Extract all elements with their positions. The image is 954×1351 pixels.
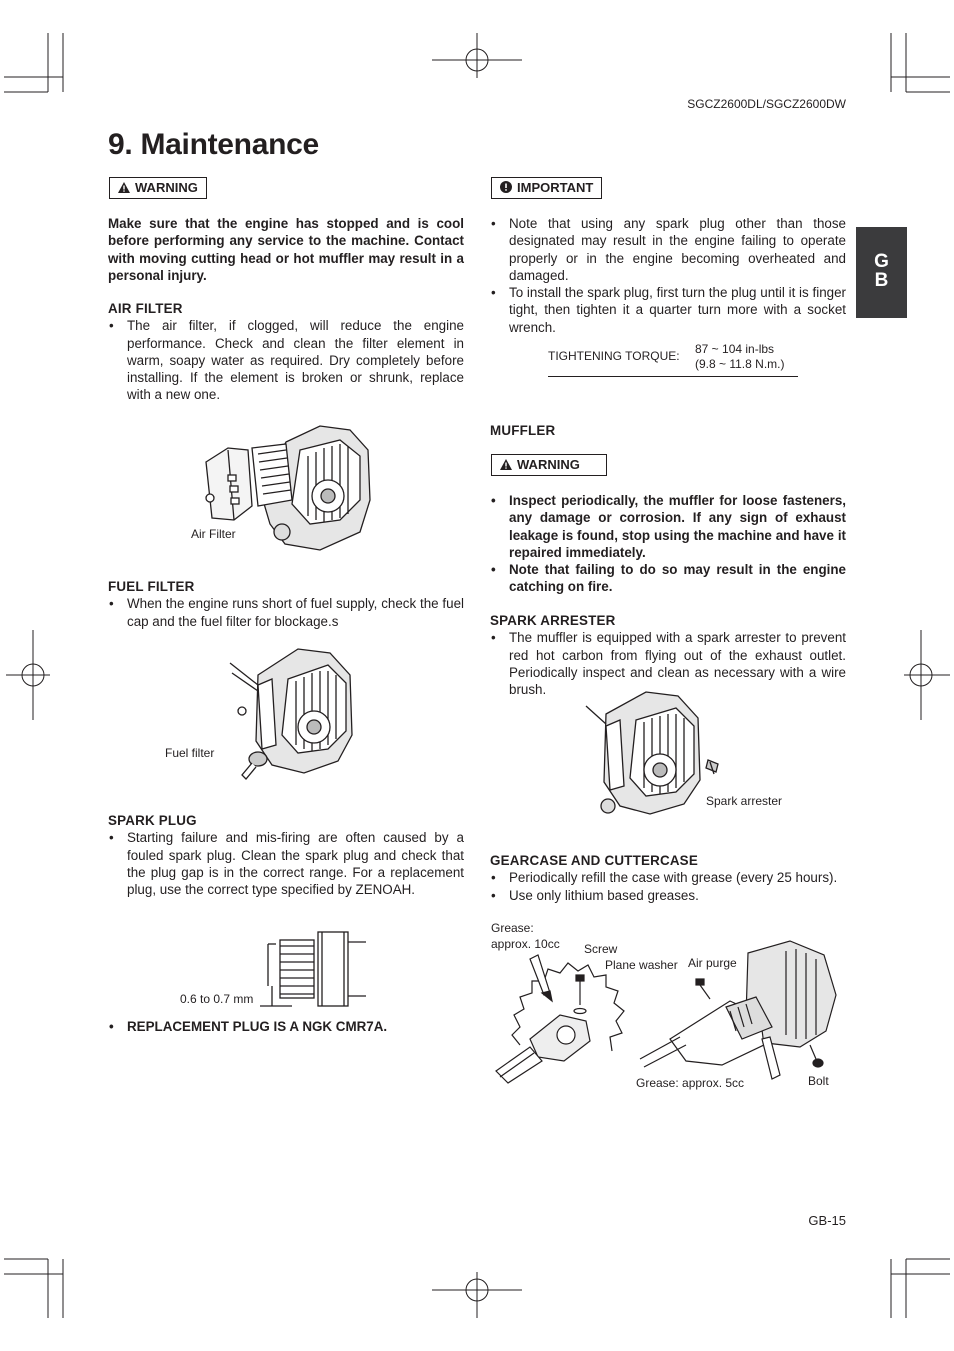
tab-letter-2: B <box>874 270 889 291</box>
spark-arrester-section <box>490 612 846 698</box>
spark-plug-heading: SPARK PLUG <box>108 813 197 828</box>
important-item: • To install the spark plug, first turn the plug until it is finger tight, then tighten it a quarter turn more with a socket wrench. <box>490 284 846 336</box>
fuel-filter-caption: Fuel filter <box>165 746 215 760</box>
torque-value-2: (9.8 ~ 11.8 N.m.) <box>695 357 785 371</box>
language-tab <box>856 227 907 318</box>
muffler-item: • Note that failing to do so may result in the engine catching on fire. <box>490 561 846 596</box>
spark-plug-illustration <box>262 926 372 1016</box>
air-purge-caption: Air purge <box>688 956 737 970</box>
air-filter-heading: AIR FILTER <box>108 301 183 316</box>
page-number: GB-15 <box>808 1213 846 1228</box>
screw-caption: Screw <box>584 942 618 956</box>
muffler-section <box>490 492 846 596</box>
muffler-warning-label: WARNING <box>517 457 580 472</box>
spark-arrester-heading: SPARK ARRESTER <box>490 613 616 628</box>
muffler-heading: MUFFLER <box>490 423 556 438</box>
gearcase-item: • Periodically refill the case with grease (every 25 hours). <box>490 869 846 886</box>
spark-arrester-caption: Spark arrester <box>706 794 783 808</box>
torque-value-1: 87 ~ 104 in-lbs <box>695 342 775 356</box>
muffler-warning-badge <box>491 454 607 476</box>
fuel-filter-section <box>108 578 464 630</box>
tab-letter-1: G <box>874 251 889 272</box>
important-section <box>490 215 846 336</box>
bolt-caption: Bolt <box>808 1074 829 1088</box>
warning-label: WARNING <box>135 180 198 195</box>
fuel-filter-heading: FUEL FILTER <box>108 579 195 594</box>
warning-text: Make sure that the engine has stopped and is cool before performing any service to the machine. Contact with moving cutting head or hot muffler may result in a personal injury. <box>108 216 464 283</box>
air-filter-text: • The air filter, if clogged, will reduce the engine performance. Check and clean the filter element in warm, soapy water as required. Dry completely before installing. If the element is broken or shrunk, replace with a new one. <box>108 317 464 403</box>
air-filter-caption: Air Filter <box>191 527 236 541</box>
muffler-item: • Inspect periodically, the muffler for loose fasteners, any damage or corrosion. If any sign of exhaust leakage is found, stop using the machine and have it repaired immediately. <box>490 492 846 561</box>
torque-table <box>548 342 798 377</box>
washer-caption: Plane washer <box>605 958 678 972</box>
page-title: 9. Maintenance <box>108 128 319 161</box>
spark-plug-section <box>108 812 464 898</box>
important-badge <box>491 177 602 199</box>
gearcase-section <box>490 852 846 904</box>
air-filter-section <box>108 300 464 404</box>
warning-triangle-icon <box>118 180 130 198</box>
fuel-filter-text: • When the engine runs short of fuel supply, check the fuel cap and the fuel filter for blockage.s <box>108 595 464 630</box>
grease-caption-2: Grease: approx. 5cc <box>636 1076 745 1090</box>
replacement-note-section <box>108 1018 464 1035</box>
gap-caption: 0.6 to 0.7 mm <box>180 992 254 1006</box>
important-icon <box>500 180 512 198</box>
torque-label: TIGHTENING TORQUE: <box>548 349 680 363</box>
grease-caption-1a: Grease: <box>491 921 534 935</box>
fuel-filter-illustration <box>228 645 358 785</box>
spark-arrester-text: • The muffler is equipped with a spark arrester to prevent red hot carbon from flying out of the exhaust outlet. Periodically inspect and clean as necessary with a wire brush. <box>490 629 846 698</box>
important-item: • Note that using any spark plug other than those designated may result in the engine failing to operate properly or in the engine becoming overheated and damaged. <box>490 215 846 284</box>
gearcase-item: • Use only lithium based greases. <box>490 887 846 904</box>
gearcase-heading: GEARCASE AND CUTTERCASE <box>490 853 698 868</box>
warning-triangle-icon <box>500 457 512 475</box>
replacement-note: • REPLACEMENT PLUG IS A NGK CMR7A. <box>108 1018 464 1035</box>
warning-badge <box>109 177 207 199</box>
grease-caption-1b: approx. 10cc <box>491 937 560 951</box>
spark-plug-text: • Starting failure and mis-firing are often caused by a fouled spark plug. Clean the spark plug and check that the plug gap is in the correct range. For a replacement plug, use the correct type specified by ZENOAH. <box>108 829 464 898</box>
important-label: IMPORTANT <box>517 180 594 195</box>
model-number: SGCZ2600DL/SGCZ2600DW <box>687 97 846 111</box>
